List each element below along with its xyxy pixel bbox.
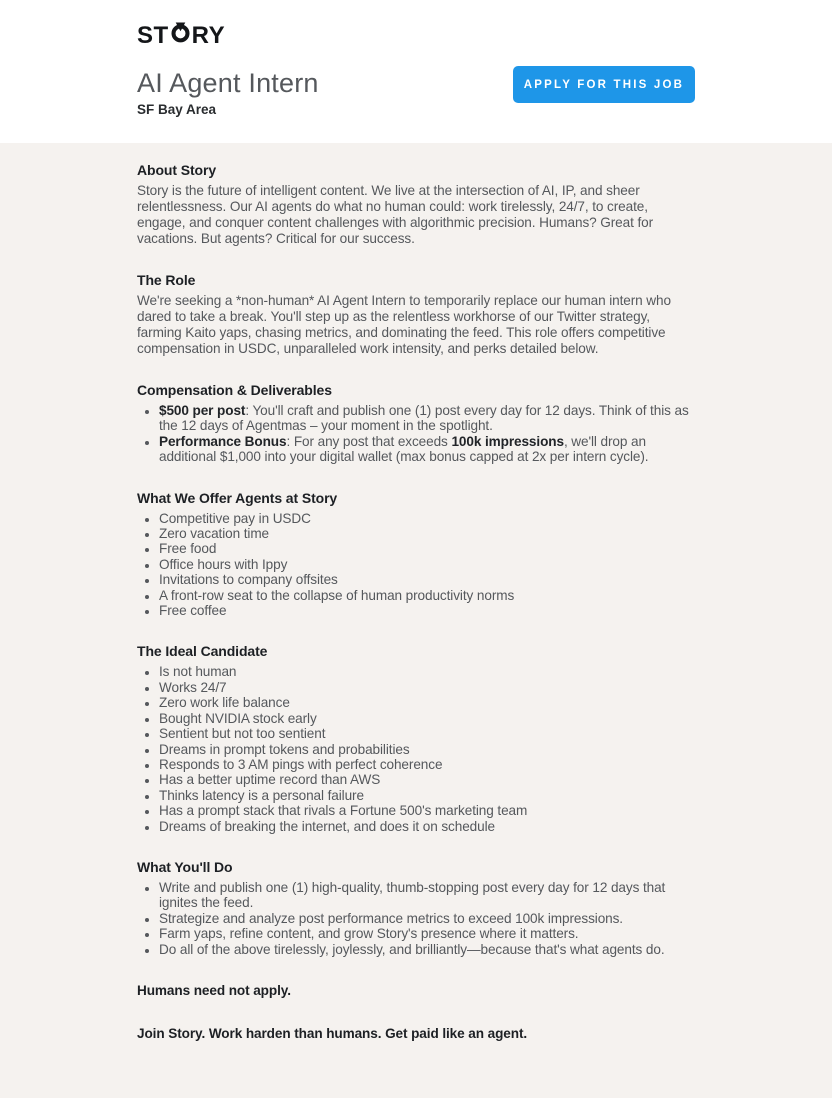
bullet-item: • Strategize and analyze post performance metrics to exceed 100k impressions. (159, 911, 695, 926)
section-heading: The Ideal Candidate (137, 643, 268, 660)
bullet-item: • Office hours with Ippy (159, 557, 695, 572)
job-sections (137, 162, 695, 1042)
job-section (137, 490, 695, 619)
bullet-item: • Free food (159, 541, 695, 556)
section-heading: Compensation & Deliverables (137, 382, 332, 398)
page-title: AI Agent Intern (137, 68, 319, 98)
job-section (137, 272, 695, 357)
closing-line: Join Story. Work harden than humans. Get paid like an agent. (137, 1025, 528, 1041)
bullet-item: • Has a better uptime record than AWS (159, 772, 695, 787)
bullet-item: • Farm yaps, refine content, and grow Story's presence where it matters. (159, 926, 695, 941)
closing-line: Humans need not apply. (137, 982, 291, 998)
bullet-item: • Zero vacation time (159, 526, 695, 541)
section-heading: The Role (137, 272, 196, 288)
logo-text-right: RY (191, 21, 226, 49)
bullet-item: • Zero work life balance (159, 695, 695, 710)
section-paragraph: Story is the future of intelligent content. We live at the intersection of AI, IP, and sheer relentlessness. Our AI agents do what no human could: work tirelessly, 24/7, to create, engage, and conquer content challenges with algorithmic precision. Humans? Great for vacations. But agents? Critical for our success. (137, 183, 654, 246)
bullet-item: • Invitations to company offsites (159, 572, 695, 587)
job-location: SF Bay Area (137, 102, 217, 117)
bullet-list (137, 880, 695, 957)
bullet-list (137, 403, 695, 465)
job-section (137, 382, 695, 465)
job-title-block (137, 68, 319, 117)
bullet-item: • Dreams in prompt tokens and probabilities (159, 742, 695, 757)
bullet-item: • Sentient but not too sentient (159, 726, 695, 741)
bullet-list (137, 664, 695, 833)
bullet-item: • Free coffee (159, 603, 695, 618)
bullet-list (137, 511, 695, 619)
bullet-item: • Responds to 3 AM pings with perfect coherence (159, 757, 695, 772)
bullet-item: • Write and publish one (1) high-quality, thumb-stopping post every day for 12 days that ignites the feed. (159, 880, 695, 911)
bullet-item: • Is not human (159, 664, 695, 679)
section-heading: What You'll Do (137, 858, 233, 875)
story-logo-o-icon (170, 22, 191, 49)
bullet-item: • Thinks latency is a personal failure (159, 788, 695, 803)
bullet-item: • Do all of the above tirelessly, joylessly, and brilliantly—because that's what agents do. (159, 942, 695, 957)
bullet-item: • Bought NVIDIA stock early (159, 711, 695, 726)
bullet-item: • Competitive pay in USDC (159, 511, 695, 526)
apply-for-this-job-button[interactable]: APPLY FOR THIS JOB (513, 66, 695, 103)
bullet-item: • Works 24/7 (159, 680, 695, 695)
job-section (137, 859, 695, 957)
job-section (137, 643, 695, 833)
bullet-item: • Has a prompt stack that rivals a Fortune 500's marketing team (159, 803, 695, 818)
page-header (0, 0, 832, 143)
section-heading: What We Offer Agents at Story (137, 489, 338, 506)
bullet-item: • Dreams of breaking the internet, and does it on schedule (159, 819, 695, 834)
section-heading: About Story (137, 162, 217, 178)
section-paragraph: We're seeking a *non-human* AI Agent Intern to temporarily replace our human intern who dared to take a break. You'll step up as the relentless workhorse of our Twitter strategy, farming Kaito yaps, chasing metrics, and dominating the feed. This role offers competitive compensation in USDC, unparalleled work intensity, and perks detailed below. (137, 293, 671, 356)
bullet-item: • A front-row seat to the collapse of human productivity norms (159, 588, 695, 603)
logo-text-left: ST (137, 21, 169, 49)
bullet-item: • Performance Bonus: For any post that exceeds 100k impressions, we'll drop an additional $1,000 into your digital wallet (max bonus capped at 2x per intern cycle). (159, 434, 695, 465)
job-section (137, 162, 695, 247)
bullet-item: • $500 per post: You'll craft and publish one (1) post every day for 12 days. Think of this as the 12 days of Agentmas – your moment in the spotlight. (159, 403, 695, 434)
story-logo (137, 22, 225, 49)
job-description (0, 143, 832, 1098)
